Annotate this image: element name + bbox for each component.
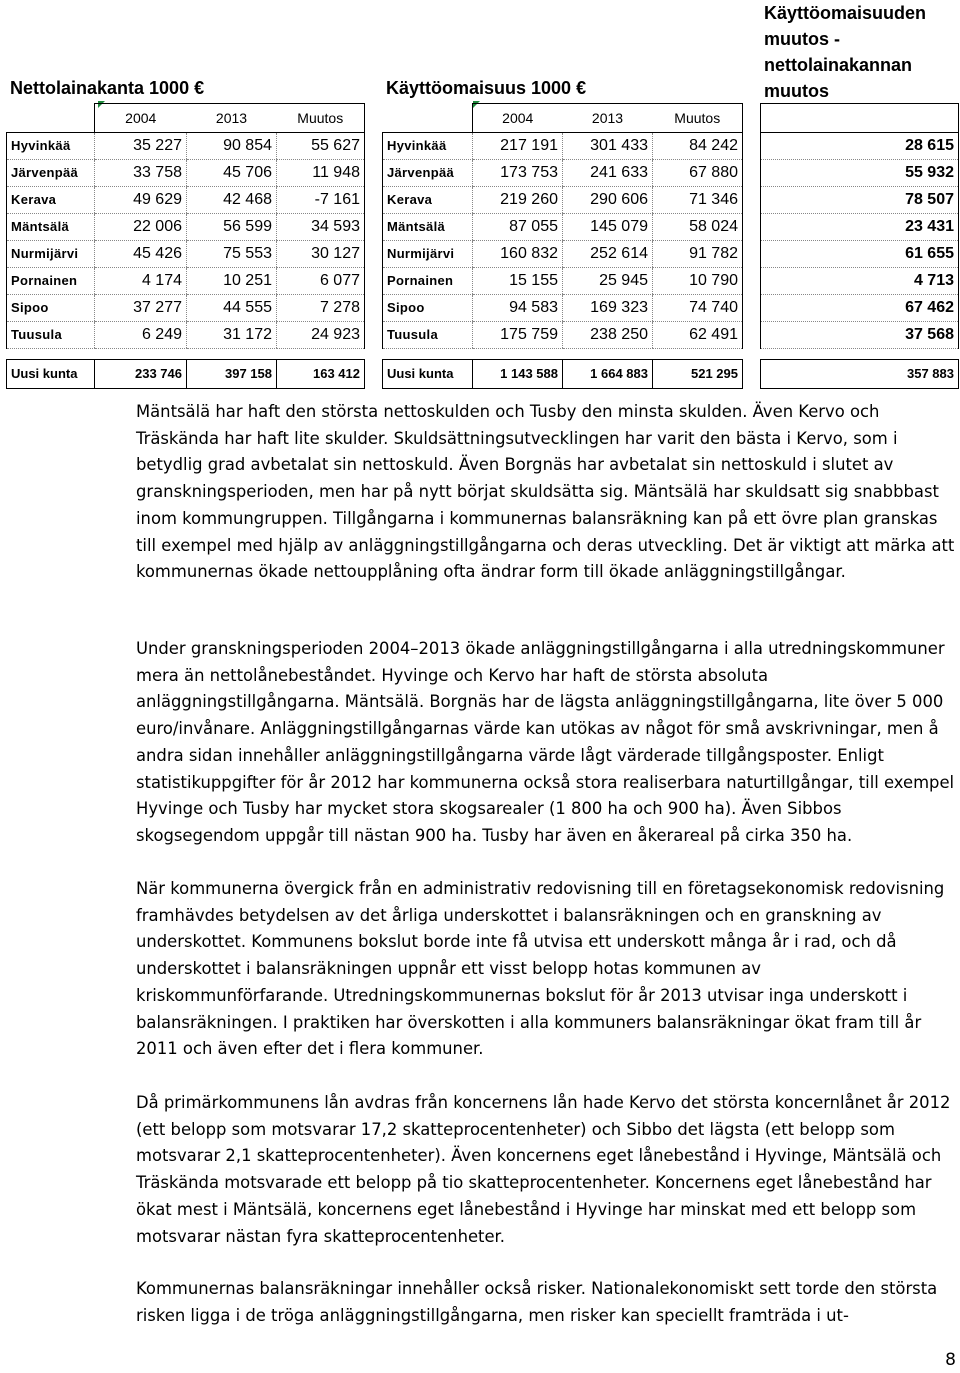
table1-title: Nettolainakanta 1000 € (10, 78, 205, 98)
paragraph: Då primärkommunens lån avdras från koncernens lån hade Kervo det största koncernlånet år 2012 (ett belopp som motsvarar 17,2 skatteprocentenheter) och Sibbo det lägsta (ett belopp som motsvarar 2,1 skatteprocentenheter). Även koncernens eget lånebestånd i Hyvinge, Mäntsälä och Träskända motsvarade ett belopp på tio skatteprocentenheter. Koncernens eget lånebestånd har ökat mest i Mäntsälä, koncernens eget lånebestånd i Hyvinge har minskat med ett belopp som motsvarar nästan fyra skatteprocentenheter. (136, 1093, 951, 1246)
value-2013: 42 468 (187, 187, 277, 214)
value-2004: 6 249 (95, 322, 187, 349)
municipality-name: Pornainen (383, 268, 473, 295)
municipality-name: Kerava (7, 187, 95, 214)
table-row (383, 295, 743, 322)
total-difference: 357 883 (761, 360, 959, 389)
column-header: 2013 (563, 104, 653, 133)
municipality-name: Nurmijärvi (7, 241, 95, 268)
spacer-cell (653, 349, 743, 360)
table-row (383, 214, 743, 241)
header-row (383, 104, 743, 133)
spacer-row (383, 349, 743, 360)
value-2013: 241 633 (563, 160, 653, 187)
municipality-name: Tuusula (383, 322, 473, 349)
municipality-name: Pornainen (7, 268, 95, 295)
municipality-name: Kerava (383, 187, 473, 214)
value-2004: 4 174 (95, 268, 187, 295)
value-2004: 15 155 (473, 268, 563, 295)
table-row (7, 268, 365, 295)
table-row (761, 241, 959, 268)
table-row (7, 322, 365, 349)
total-row (383, 360, 743, 389)
spacer-cell (7, 349, 95, 360)
spacer-cell (473, 349, 563, 360)
table-row (761, 295, 959, 322)
fixed-assets-table (382, 103, 743, 389)
net-debt-table (6, 103, 365, 389)
total-change: 521 295 (653, 360, 743, 389)
value-change: 67 880 (653, 160, 743, 187)
value-2013: 75 553 (187, 241, 277, 268)
value-2013: 10 251 (187, 268, 277, 295)
column-header: 2004 (95, 104, 187, 133)
column-header: Muutos (653, 104, 743, 133)
difference-value: 28 615 (761, 133, 959, 160)
municipality-name: Sipoo (7, 295, 95, 322)
total-row (7, 360, 365, 389)
value-change: 74 740 (653, 295, 743, 322)
value-2013: 45 706 (187, 160, 277, 187)
value-change: -7 161 (277, 187, 365, 214)
table-row (761, 322, 959, 349)
column-header: 2013 (187, 104, 277, 133)
difference-value: 23 431 (761, 214, 959, 241)
table-row (761, 160, 959, 187)
table-row (7, 160, 365, 187)
value-2004: 219 260 (473, 187, 563, 214)
table-row (7, 133, 365, 160)
total-change: 163 412 (277, 360, 365, 389)
value-change: 91 782 (653, 241, 743, 268)
value-2004: 173 753 (473, 160, 563, 187)
table-row (383, 187, 743, 214)
value-2013: 301 433 (563, 133, 653, 160)
spacer-cell (563, 349, 653, 360)
municipality-name: Sipoo (383, 295, 473, 322)
table2-title: Käyttöomaisuus 1000 € (386, 78, 587, 98)
header-box (761, 104, 959, 133)
table-row (383, 268, 743, 295)
value-2004: 94 583 (473, 295, 563, 322)
municipality-name: Hyvinkää (383, 133, 473, 160)
value-2013: 169 323 (563, 295, 653, 322)
table-row (7, 187, 365, 214)
paragraph: När kommunerna övergick från en administrativ redovisning till en företagsekonomisk redovisning framhävdes betydelsen av det årliga underskottet i balansräkningen och en granskning av underskottet. Kommunens bokslut borde inte få utvisa ett underskott många år i rad, och då underskottet i balansräkningen uppnår ett visst belopp hotas kommunen av kriskommunförfarande. Utredningskommunernas bokslut för år 2013 utvisar inga underskott i balansräkningen. I praktiken har överskotten i alla kommuners balansräkningar ökat fram till år 2011 och även efter det i flera kommuner. (136, 879, 945, 1059)
value-change: 24 923 (277, 322, 365, 349)
municipality-name: Järvenpää (7, 160, 95, 187)
column-header: 2004 (473, 104, 563, 133)
difference-value: 55 932 (761, 160, 959, 187)
municipality-name: Mäntsälä (383, 214, 473, 241)
table-row (7, 241, 365, 268)
value-change: 7 278 (277, 295, 365, 322)
value-2013: 252 614 (563, 241, 653, 268)
value-2004: 33 758 (95, 160, 187, 187)
difference-value: 67 462 (761, 295, 959, 322)
value-2013: 90 854 (187, 133, 277, 160)
municipality-name: Järvenpää (383, 160, 473, 187)
total-2004: 233 746 (95, 360, 187, 389)
paragraph: Kommunernas balansräkningar innehåller också risker. Nationalekonomiskt sett torde den största risken ligga i de tröga anläggningstillgångarna, men risker kan speciellt framträda i ut- (136, 1279, 938, 1325)
value-2004: 45 426 (95, 241, 187, 268)
paragraph: Mäntsälä har haft den största nettoskulden och Tusby den minsta skulden. Även Kervo och Träskända har haft lite skulder. Skuldsättningsutvecklingen har varit den bästa i Kervo, som i betydlig grad avbetalat sin nettoskuld. Även Borgnäs har avbetalat sin nettoskuld i slutet av granskningsperioden, men har på nytt börjat skuldsätta sig. Mäntsälä har skuldsatt sig snabbbast inom kommungruppen. Tillgångarna i kommunernas balansräkning kan på ett övre plan granskas till exempel med hjälp av anläggningstillgångarna och deras utveckling. Det är viktigt att märka att kommunernas ökade nettoupplåning ofta ändrar form till ökade anläggningstillgångar. (136, 402, 955, 582)
value-2013: 25 945 (563, 268, 653, 295)
total-label: Uusi kunta (383, 360, 473, 389)
value-change: 58 024 (653, 214, 743, 241)
value-2013: 44 555 (187, 295, 277, 322)
spacer-row (7, 349, 365, 360)
value-2004: 175 759 (473, 322, 563, 349)
value-change: 11 948 (277, 160, 365, 187)
difference-value: 4 713 (761, 268, 959, 295)
spacer-cell (277, 349, 365, 360)
value-change: 34 593 (277, 214, 365, 241)
table-row (7, 295, 365, 322)
page-number: 8 (945, 1350, 956, 1370)
value-2004: 160 832 (473, 241, 563, 268)
value-2013: 290 606 (563, 187, 653, 214)
header-row (7, 104, 365, 133)
municipality-name: Nurmijärvi (383, 241, 473, 268)
municipality-name: Mäntsälä (7, 214, 95, 241)
difference-table (760, 103, 959, 389)
table-row (7, 214, 365, 241)
value-2013: 238 250 (563, 322, 653, 349)
column-header: Muutos (277, 104, 365, 133)
value-2013: 56 599 (187, 214, 277, 241)
value-change: 84 242 (653, 133, 743, 160)
spacer-cell (383, 349, 473, 360)
value-2004: 87 055 (473, 214, 563, 241)
table-row (383, 322, 743, 349)
value-change: 55 627 (277, 133, 365, 160)
value-2013: 145 079 (563, 214, 653, 241)
table-row (761, 214, 959, 241)
paragraph: Under granskningsperioden 2004–2013 ökade anläggningstillgångarna i alla utredningskommuner mera än nettolånebeståndet. Hyvinge och Kervo har haft de största absoluta anläggningstillgångarna. Mäntsälä. Borgnäs har de lägsta anläggningstillgångarna, lite över 5 000 euro/invånare. Anläggningstillgångarnas värde kan utökas av något för små avskrivningar, men å andra sidan innehåller anläggningstillgångarna värde lågt värderade tillgångsposter. Enligt statistikuppgifter för år 2012 har kommunerna också stora realiserbara naturtillgångar, till exempel Hyvinge och Tusby har mycket stora skogsarealer (1 800 ha och 900 ha). Även Sibbos skogsegendom uppgår till nästan 900 ha. Tusby har även en åkerareal på cirka 350 ha. (136, 639, 955, 845)
value-2004: 35 227 (95, 133, 187, 160)
municipality-name: Hyvinkää (7, 133, 95, 160)
spacer-row (761, 349, 959, 360)
value-change: 6 077 (277, 268, 365, 295)
table-row (383, 160, 743, 187)
table3-title: Käyttöomaisuuden muutos - nettolainakannan muutos (764, 3, 927, 101)
spacer-cell (761, 349, 959, 360)
difference-value: 61 655 (761, 241, 959, 268)
table-row (383, 133, 743, 160)
value-2004: 37 277 (95, 295, 187, 322)
spacer-cell (95, 349, 187, 360)
table-row (761, 187, 959, 214)
header-spacer (383, 104, 473, 133)
value-2004: 22 006 (95, 214, 187, 241)
value-change: 10 790 (653, 268, 743, 295)
total-label: Uusi kunta (7, 360, 95, 389)
total-row (761, 360, 959, 389)
municipality-name: Tuusula (7, 322, 95, 349)
value-2013: 31 172 (187, 322, 277, 349)
difference-value: 37 568 (761, 322, 959, 349)
table-row (383, 241, 743, 268)
total-2013: 1 664 883 (563, 360, 653, 389)
value-2004: 49 629 (95, 187, 187, 214)
value-change: 62 491 (653, 322, 743, 349)
total-2004: 1 143 588 (473, 360, 563, 389)
header-row (761, 104, 959, 133)
difference-value: 78 507 (761, 187, 959, 214)
header-spacer (7, 104, 95, 133)
value-2004: 217 191 (473, 133, 563, 160)
table-row (761, 268, 959, 295)
value-change: 30 127 (277, 241, 365, 268)
total-2013: 397 158 (187, 360, 277, 389)
table-row (761, 133, 959, 160)
spacer-cell (187, 349, 277, 360)
value-change: 71 346 (653, 187, 743, 214)
